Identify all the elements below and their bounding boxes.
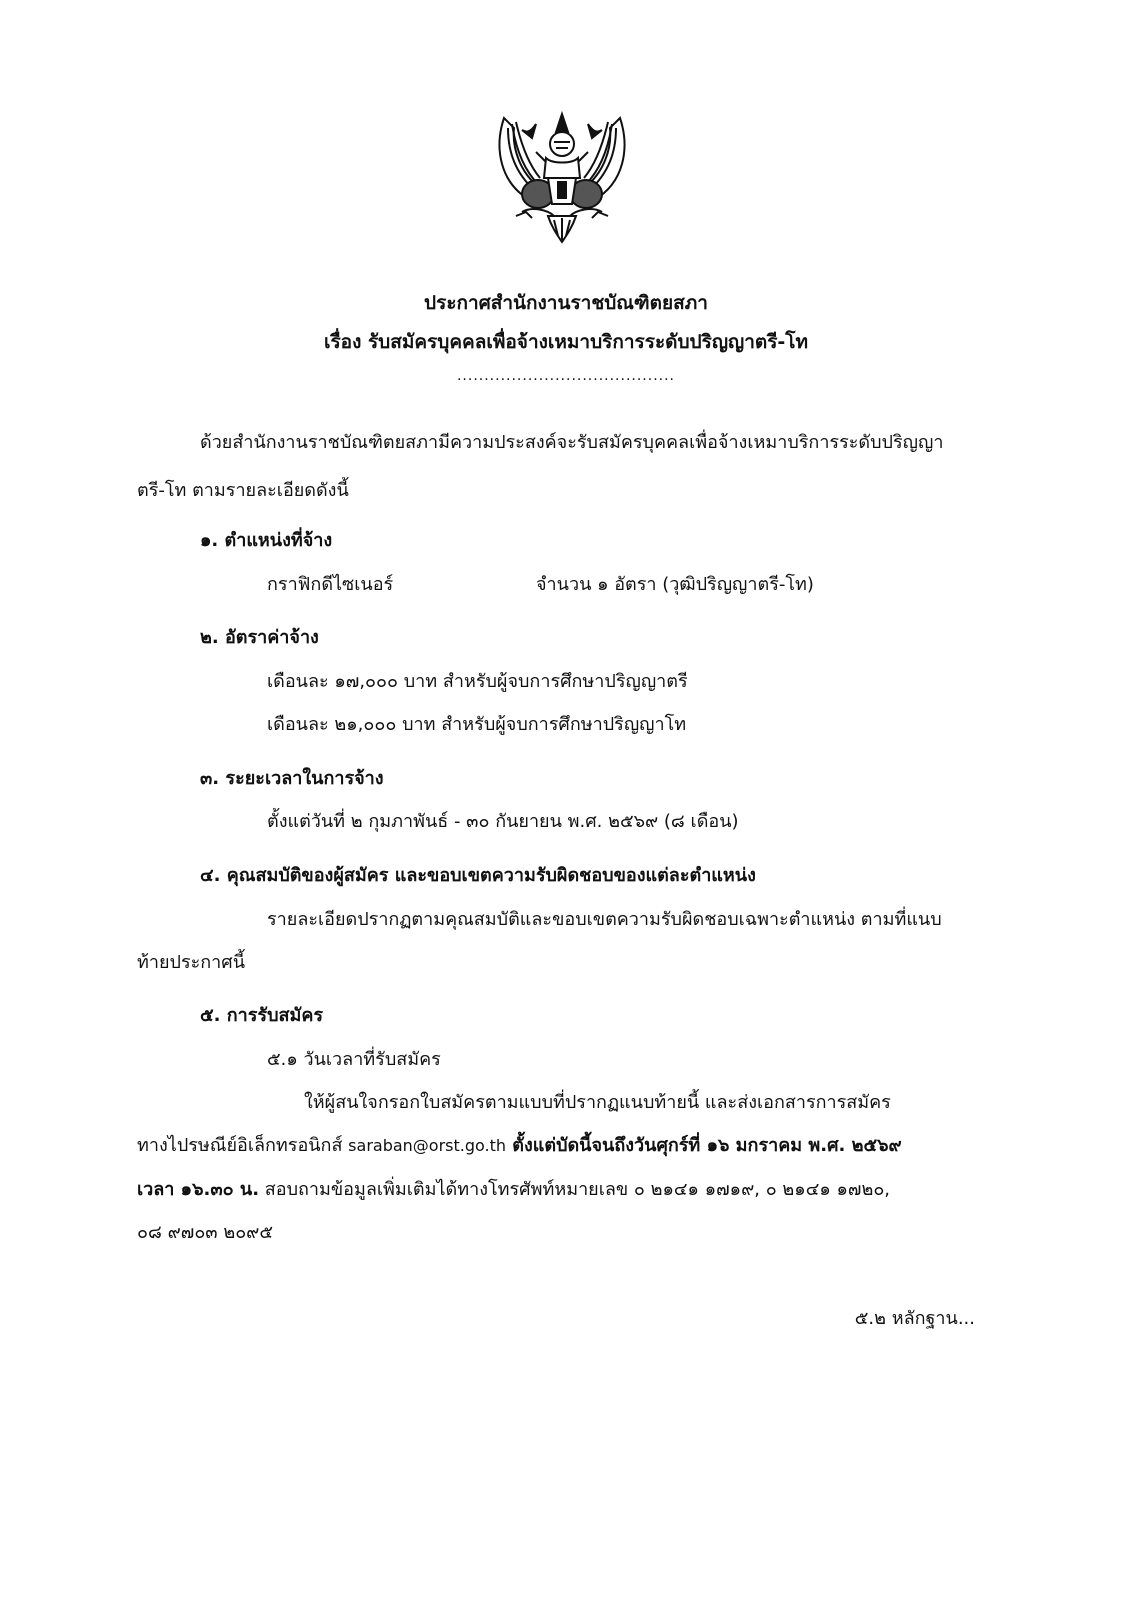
title-divider: ........................................ <box>456 368 675 384</box>
subsection-5-1-heading: ๕.๑ วันเวลาที่รับสมัคร <box>267 1049 441 1070</box>
contact-phone-mobile: ๐๘ ๙๗๐๓ ๒๐๙๕ <box>137 1222 273 1243</box>
section-4-heading: ๔. คุณสมบัติของผู้สมัคร และขอบเขตความรับผิดชอบของแต่ละตำแหน่ง <box>200 865 756 886</box>
page-continuation: ๕.๒ หลักฐาน... <box>854 1308 975 1329</box>
page-title: ประกาศสำนักงานราชบัณฑิตยสภา <box>424 292 708 314</box>
position-quota: จำนวน ๑ อัตรา (วุฒิปริญญาตรี-โท) <box>536 574 814 595</box>
application-line-1: ให้ผู้สนใจกรอกใบสมัครตามแบบที่ปรากฏแนบท้ายนี้ และส่งเอกสารการสมัคร <box>304 1092 891 1113</box>
qualifications-line-2: ท้ายประกาศนี้ <box>137 952 246 973</box>
application-line-2-prefix: ทางไปรษณีย์อิเล็กทรอนิกส์ <box>137 1135 349 1156</box>
section-1-heading: ๑. ตำแหน่งที่จ้าง <box>200 530 333 551</box>
page-subject: เรื่อง รับสมัครบุคคลเพื่อจ้างเหมาบริการระดับปริญญาตรี-โท <box>323 331 809 353</box>
application-deadline-time: เวลา ๑๖.๓๐ น. <box>137 1179 260 1200</box>
application-line-3 <box>137 1174 890 1203</box>
intro-paragraph-line-2: ตรี-โท ตามรายละเอียดดังนี้ <box>137 480 349 501</box>
rate-bachelor: เดือนละ ๑๗,๐๐๐ บาท สำหรับผู้จบการศึกษาปริญญาตรี <box>267 671 688 692</box>
garuda-emblem-icon <box>492 108 632 248</box>
qualifications-line-1: รายละเอียดปรากฏตามคุณสมบัติและขอบเขตความรับผิดชอบเฉพาะตำแหน่ง ตามที่แนบ <box>267 909 942 930</box>
contact-phones: สอบถามข้อมูลเพิ่มเติมได้ทางโทรศัพท์หมายเลข ๐ ๒๑๔๑ ๑๗๑๙, ๐ ๒๑๔๑ ๑๗๒๐, <box>259 1179 891 1200</box>
intro-paragraph-line-1: ด้วยสำนักงานราชบัณฑิตยสภามีความประสงค์จะรับสมัครบุคคลเพื่อจ้างเหมาบริการระดับปริญญา <box>200 432 944 453</box>
position-name: กราฟิกดีไซเนอร์ <box>267 574 394 595</box>
employment-period: ตั้งแต่วันที่ ๒ กุมภาพันธ์ - ๓๐ กันยายน พ.ศ. ๒๕๖๙ (๘ เดือน) <box>267 811 739 832</box>
rate-master: เดือนละ ๒๑,๐๐๐ บาท สำหรับผู้จบการศึกษาปริญญาโท <box>267 714 687 735</box>
application-deadline: ตั้งแต่บัดนี้จนถึงวันศุกร์ที่ ๑๖ มกราคม พ.ศ. ๒๕๖๙ <box>506 1135 902 1156</box>
application-email-link[interactable]: saraban@orst.go.th <box>348 1136 507 1155</box>
application-line-2 <box>137 1130 902 1159</box>
section-5-heading: ๕. การรับสมัคร <box>200 1005 324 1026</box>
section-3-heading: ๓. ระยะเวลาในการจ้าง <box>200 768 384 789</box>
section-2-heading: ๒. อัตราค่าจ้าง <box>200 627 319 648</box>
